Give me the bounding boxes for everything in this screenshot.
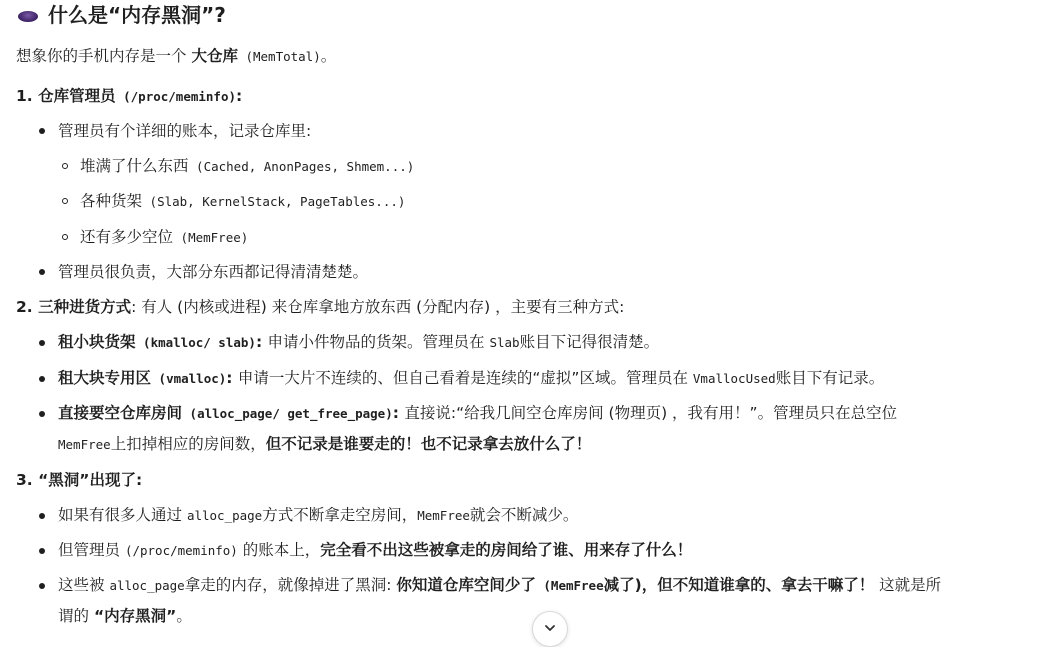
sub-bullet-circle	[62, 198, 68, 204]
hole-icon	[18, 11, 38, 22]
bullet-dot	[39, 376, 45, 382]
list-item: 这些被 alloc_page拿走的内存，就像掉进了黑洞: 你知道仓库空间少了 (MemFree减了)，但不知道谁拿的、拿去干嘛了！ 这就是所	[58, 576, 942, 594]
list-item: 但管理员 (/proc/meminfo) 的账本上，完全看不出这些被拿走的房间给了谁、用来存了什么！	[58, 541, 693, 559]
sub-list-item: 堆满了什么东西 (Cached, AnonPages, Shmem...)	[80, 157, 415, 175]
sub-bullet-circle	[62, 234, 68, 240]
list-item: 租大块专用区 (vmalloc): 申请一大片不连续的、但自己看着是连续的“虚拟”区域。管理员在 VmallocUsed账目下有记录。	[58, 369, 885, 387]
bullet-dot	[39, 128, 45, 134]
bullet-dot	[39, 583, 45, 589]
sub-bullet-circle	[62, 163, 68, 169]
sub-list-item: 各种货架 (Slab, KernelStack, PageTables...)	[80, 192, 406, 210]
section-3-title: 3. “黑洞”出现了:	[16, 471, 143, 489]
page-title	[18, 1, 226, 29]
list-item: 管理员有个详细的账本，记录仓库里:	[58, 122, 312, 140]
bullet-dot	[39, 513, 45, 519]
list-item: 租小块货架 (kmalloc/ slab): 申请小件物品的货架。管理员在 Slab账目下记得很清楚。	[58, 333, 660, 351]
bullet-dot	[39, 340, 45, 346]
bullet-dot	[39, 411, 45, 417]
list-item: 管理员很负责，大部分东西都记得清清楚楚。	[58, 263, 369, 281]
list-item-continuation: 谓的 “内存黑洞”。	[58, 607, 192, 625]
list-item: 如果有很多人通过 alloc_page方式不断拿走空房间，MemFree就会不断减少。	[58, 506, 579, 524]
intro-paragraph: 想象你的手机内存是一个 大仓库 (MemTotal)。	[16, 47, 337, 65]
list-item: 直接要空仓库房间 (alloc_page/ get_free_page): 直接说:“给我几间空仓库房间 (物理页) ，我有用！”。管理员只在总空位	[58, 404, 898, 422]
heading-text: 什么是“内存黑洞”?	[48, 3, 226, 27]
bullet-dot	[39, 269, 45, 275]
chevron-down-icon	[543, 621, 557, 635]
sub-list-item: 还有多少空位 (MemFree)	[80, 228, 249, 246]
section-1-title: 1. 仓库管理员 (/proc/meminfo):	[16, 87, 243, 105]
bullet-dot	[39, 548, 45, 554]
list-item-continuation: MemFree上扣掉相应的房间数，但不记录是谁要走的！也不记录拿去放什么了！	[58, 435, 592, 453]
section-2-title: 2. 三种进货方式: 有人 (内核或进程) 来仓库拿地方放东西 (分配内存) ，主要有三种方式:	[16, 298, 625, 316]
scroll-down-button[interactable]	[532, 611, 568, 647]
